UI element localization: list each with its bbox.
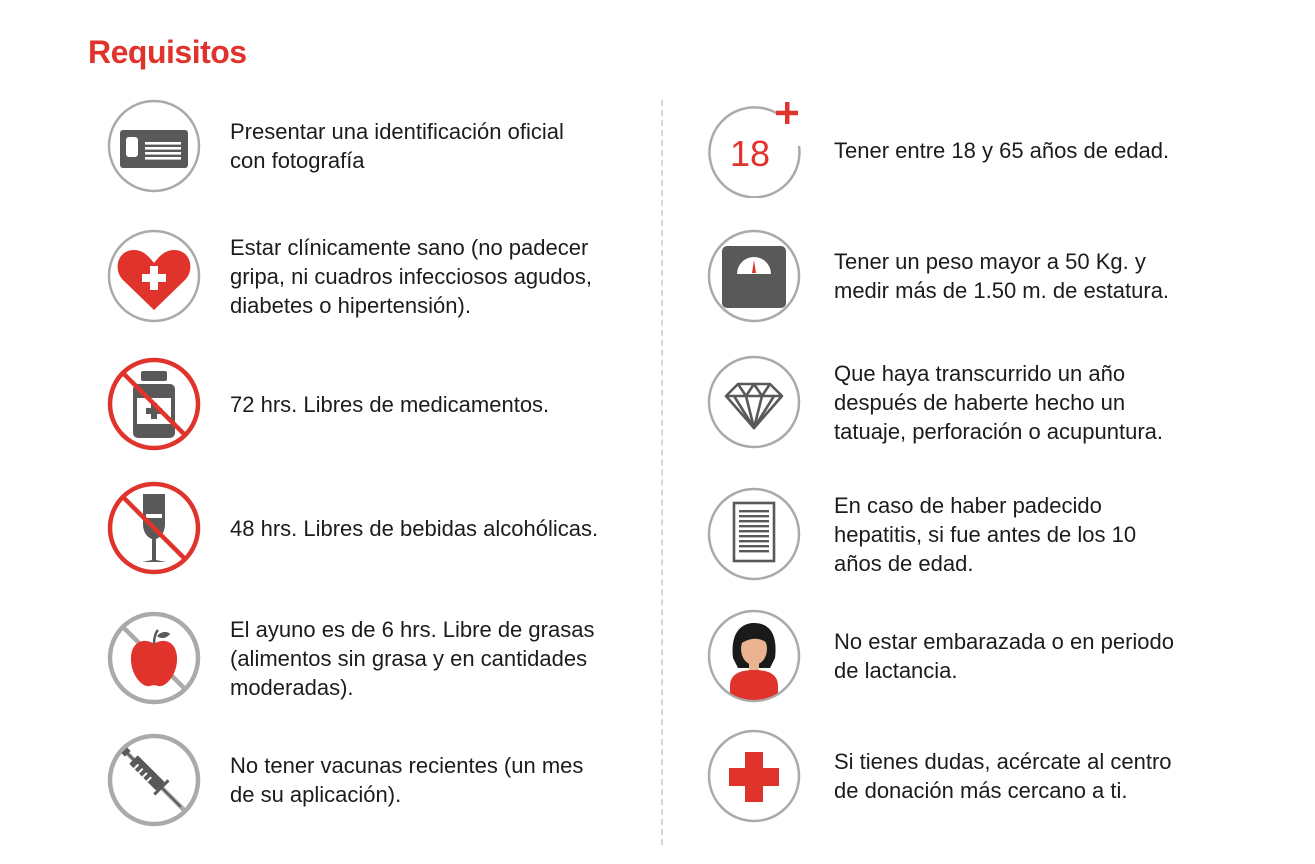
- requirement-item: [706, 228, 1266, 324]
- requirement-item: [706, 354, 1266, 450]
- requirement-item: [106, 228, 666, 324]
- requirement-item: [106, 732, 666, 828]
- age-badge-text: 18: [729, 133, 771, 174]
- woman-icon: [706, 608, 802, 704]
- no-vaccine-icon: [106, 732, 202, 828]
- requirement-text: Estar clínicamente sano (no padecer gripa, ni cuadros infecciosos agudos, diabetes o hipertensión).: [230, 234, 592, 318]
- requirement-item: [106, 480, 666, 576]
- requirement-text: En caso de haber padecido hepatitis, si fue antes de los 10 años de edad.: [834, 492, 1137, 576]
- requirement-text: No tener vacunas recientes (un mes de su aplicación).: [230, 753, 584, 807]
- requirement-item: [706, 608, 1266, 704]
- id-card-icon: [106, 98, 202, 194]
- diamond-icon: [706, 354, 802, 450]
- no-medicine-icon: [106, 356, 202, 452]
- requirement-item: [106, 610, 666, 706]
- requirement-item: [106, 98, 666, 194]
- no-alcohol-icon: [106, 480, 202, 576]
- heart-plus-icon: [106, 228, 202, 324]
- age-18-plus-icon: [706, 102, 802, 198]
- scale-icon: [706, 228, 802, 324]
- no-fat-apple-icon: [106, 610, 202, 706]
- requirement-item: [106, 356, 666, 452]
- requirement-text: El ayuno es de 6 hrs. Libre de grasas (alimentos sin grasa y en cantidades moderadas).: [230, 616, 595, 700]
- requirement-text: Tener un peso mayor a 50 Kg. y medir más de 1.50 m. de estatura.: [834, 249, 1170, 303]
- requirement-text: Que haya transcurrido un año después de haberte hecho un tatuaje, perforación o acupuntura.: [834, 360, 1164, 444]
- requirement-item: [706, 728, 1266, 824]
- red-cross-icon: [706, 728, 802, 824]
- requirement-item: [706, 486, 1266, 582]
- requirement-text: Si tienes dudas, acércate al centro de donación más cercano a ti.: [834, 749, 1172, 803]
- page-title: Requisitos: [88, 34, 247, 70]
- requirement-text: 72 hrs. Libres de medicamentos.: [230, 391, 550, 417]
- requirement-text: No estar embarazada o en periodo de lactancia.: [834, 629, 1174, 683]
- requirement-text: 48 hrs. Libres de bebidas alcohólicas.: [230, 515, 599, 541]
- requirement-item: [706, 102, 1266, 198]
- requirement-text: Presentar una identificación oficial con fotografía: [230, 119, 564, 173]
- document-icon: [706, 486, 802, 582]
- requirement-text: Tener entre 18 y 65 años de edad.: [834, 137, 1170, 163]
